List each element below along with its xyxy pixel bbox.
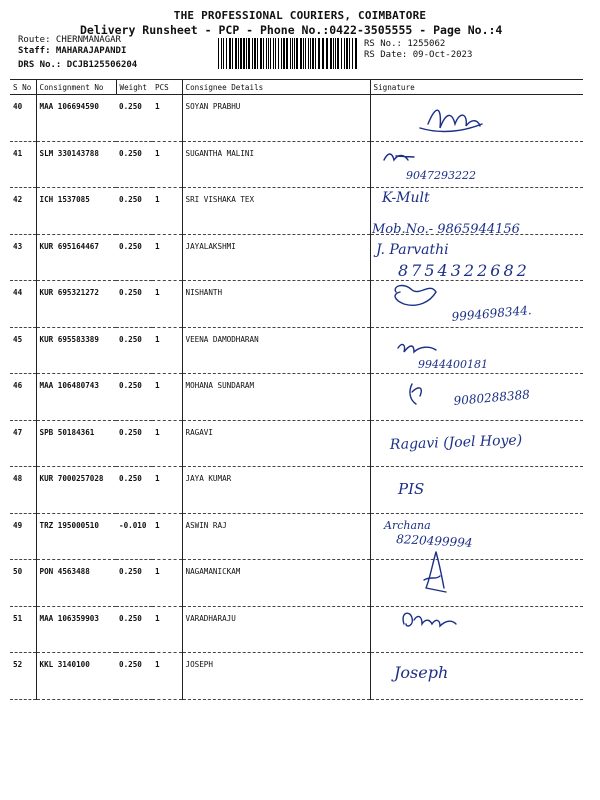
company-name: THE PROFESSIONAL COURIERS, COIMBATORE bbox=[173, 9, 427, 22]
barcode-bar bbox=[263, 38, 264, 69]
barcode-bar bbox=[292, 38, 293, 69]
table-row bbox=[10, 188, 583, 235]
table-row bbox=[10, 327, 583, 374]
table-row bbox=[10, 141, 583, 188]
cell-weight: 0.250 bbox=[116, 327, 152, 374]
barcode-bar bbox=[246, 38, 247, 69]
table-row bbox=[10, 560, 583, 607]
barcode-bar bbox=[341, 38, 342, 69]
route-label: Route: CHERNMANAGAR bbox=[18, 35, 121, 45]
barcode-bar bbox=[252, 38, 253, 69]
cell-consignee: JAYA KUMAR bbox=[182, 467, 370, 514]
cell-consignee: JAYALAKSHMI bbox=[182, 234, 370, 281]
handwriting-row42-mob: Mob.No.- 9865944156 bbox=[372, 222, 520, 237]
cell-sno: 41 bbox=[10, 141, 36, 188]
drs-label: DRS No.: DCJB125506204 bbox=[18, 60, 138, 70]
table-row bbox=[10, 420, 583, 467]
cell-consignment: KUR 695321272 bbox=[36, 281, 116, 328]
barcode-bar bbox=[330, 38, 332, 69]
cell-weight: -0.010 bbox=[116, 513, 152, 560]
cell-consignee: VARADHARAJU bbox=[182, 606, 370, 653]
cell-consignee: SRI VISHAKA TEX bbox=[182, 188, 370, 235]
handwriting-row49-name: Archana bbox=[384, 519, 431, 532]
cell-pcs: 1 bbox=[152, 467, 182, 514]
cell-sno: 47 bbox=[10, 420, 36, 467]
cell-signature bbox=[370, 560, 583, 607]
cell-sno: 43 bbox=[10, 234, 36, 281]
barcode-bar bbox=[346, 38, 348, 69]
barcode-bar bbox=[226, 38, 227, 69]
barcode-bar bbox=[257, 38, 258, 69]
barcode-bar bbox=[268, 38, 269, 69]
cell-pcs: 1 bbox=[152, 141, 182, 188]
cell-signature bbox=[370, 653, 583, 700]
rs-date-label: RS Date: 09-Oct-2023 bbox=[364, 50, 473, 60]
cell-weight: 0.250 bbox=[116, 606, 152, 653]
cell-weight: 0.250 bbox=[116, 281, 152, 328]
handwriting-row52-name: Joseph bbox=[394, 663, 449, 682]
barcode-bar bbox=[315, 38, 316, 69]
barcode-bar bbox=[243, 38, 245, 69]
handwriting-row47-name: Ragavi (Joel Hoye) bbox=[389, 432, 523, 453]
barcode-bar bbox=[221, 38, 222, 69]
runsheet-title: Delivery Runsheet - PCP - Phone No.:0422-3505555 - Page No.:4 bbox=[80, 23, 503, 37]
handwriting-row48-initials: PIS bbox=[398, 480, 425, 498]
cell-sno: 40 bbox=[10, 95, 36, 142]
handwriting-row41-phone: 9047293222 bbox=[406, 169, 476, 182]
barcode-bar bbox=[254, 38, 256, 69]
cell-consignee: VEENA DAMODHARAN bbox=[182, 327, 370, 374]
cell-consignment: SLM 330143788 bbox=[36, 141, 116, 188]
cell-sno: 48 bbox=[10, 467, 36, 514]
barcode-bar bbox=[223, 38, 224, 69]
cell-signature bbox=[370, 467, 583, 514]
cell-consignee: MOHANA SUNDARAM bbox=[182, 374, 370, 421]
barcode-bar bbox=[235, 38, 237, 69]
cell-consignee: RAGAVI bbox=[182, 420, 370, 467]
barcode-bar bbox=[270, 38, 271, 69]
cell-pcs: 1 bbox=[152, 95, 182, 142]
barcode-bar bbox=[260, 38, 262, 69]
cell-consignment: KKL 3140100 bbox=[36, 653, 116, 700]
barcode-bar bbox=[283, 38, 285, 69]
cell-consignee: NAGAMANICKAM bbox=[182, 560, 370, 607]
barcode-bar bbox=[281, 38, 282, 69]
cell-consignment: MAA 106480743 bbox=[36, 374, 116, 421]
handwriting-row45-phone: 9944400181 bbox=[418, 358, 488, 371]
cell-sno: 42 bbox=[10, 188, 36, 235]
cell-signature bbox=[370, 281, 583, 328]
barcode-bar bbox=[326, 38, 328, 69]
table-row bbox=[10, 467, 583, 514]
col-header-signature: Signature bbox=[370, 80, 583, 95]
cell-consignment: TRZ 195000510 bbox=[36, 513, 116, 560]
col-header-consignment: Consignment No bbox=[36, 80, 116, 95]
cell-signature bbox=[370, 513, 583, 560]
cell-consignment: SPB 50184361 bbox=[36, 420, 116, 467]
barcode-bar bbox=[322, 38, 324, 69]
cell-sno: 46 bbox=[10, 374, 36, 421]
cell-weight: 0.250 bbox=[116, 653, 152, 700]
cell-weight: 0.250 bbox=[116, 374, 152, 421]
cell-sno: 45 bbox=[10, 327, 36, 374]
cell-pcs: 1 bbox=[152, 420, 182, 467]
cell-weight: 0.250 bbox=[116, 141, 152, 188]
barcode-bar bbox=[352, 38, 353, 69]
handwriting-row43-name: J. Parvathi bbox=[376, 242, 449, 258]
cell-sno: 49 bbox=[10, 513, 36, 560]
handwriting-row43-phone: 8754322682 bbox=[398, 261, 530, 280]
barcode-bar bbox=[310, 38, 311, 69]
table-row bbox=[10, 234, 583, 281]
barcode-bar bbox=[318, 38, 320, 69]
barcode-bar bbox=[290, 38, 291, 69]
cell-consignment: MAA 106694590 bbox=[36, 95, 116, 142]
cell-consignee: NISHANTH bbox=[182, 281, 370, 328]
cell-consignment: ICH 1537085 bbox=[36, 188, 116, 235]
cell-pcs: 1 bbox=[152, 327, 182, 374]
table-row bbox=[10, 606, 583, 653]
handwriting-row46-phone: 9080288388 bbox=[453, 387, 531, 408]
barcode-bar bbox=[275, 38, 276, 69]
cell-consignment: KUR 695583389 bbox=[36, 327, 116, 374]
cell-consignment: KUR 7000257028 bbox=[36, 467, 116, 514]
barcode-bar bbox=[238, 38, 239, 69]
runsheet-table bbox=[10, 79, 583, 700]
cell-weight: 0.250 bbox=[116, 420, 152, 467]
barcode-bar bbox=[218, 38, 219, 69]
cell-pcs: 1 bbox=[152, 188, 182, 235]
cell-signature bbox=[370, 95, 583, 142]
col-header-pcs: PCS bbox=[152, 80, 182, 95]
cell-signature bbox=[370, 606, 583, 653]
handwriting-row44-phone: 9994698344. bbox=[451, 303, 533, 324]
col-header-weight: Weight bbox=[116, 80, 152, 95]
cell-pcs: 1 bbox=[152, 374, 182, 421]
cell-sno: 51 bbox=[10, 606, 36, 653]
cell-sno: 52 bbox=[10, 653, 36, 700]
barcode-bar bbox=[303, 38, 304, 69]
barcode bbox=[216, 38, 358, 69]
col-header-consignee: Consignee Details bbox=[182, 80, 370, 95]
cell-signature bbox=[370, 420, 583, 467]
rs-no-label: RS No.: 1255062 bbox=[364, 39, 446, 49]
cell-pcs: 1 bbox=[152, 606, 182, 653]
cell-consignee: SOYAN PRABHU bbox=[182, 95, 370, 142]
table-row bbox=[10, 653, 583, 700]
cell-sno: 44 bbox=[10, 281, 36, 328]
table-row bbox=[10, 513, 583, 560]
cell-consignment: MAA 106359903 bbox=[36, 606, 116, 653]
barcode-bar bbox=[273, 38, 274, 69]
barcode-bar bbox=[337, 38, 339, 69]
barcode-bar bbox=[349, 38, 350, 69]
cell-signature bbox=[370, 188, 583, 235]
barcode-bar bbox=[333, 38, 334, 69]
handwriting-row49-phone: 8220499994 bbox=[395, 532, 473, 550]
barcode-bar bbox=[278, 38, 279, 69]
table-row bbox=[10, 374, 583, 421]
barcode-bar bbox=[344, 38, 345, 69]
cell-pcs: 1 bbox=[152, 281, 182, 328]
cell-pcs: 1 bbox=[152, 653, 182, 700]
cell-signature bbox=[370, 374, 583, 421]
barcode-bar bbox=[232, 38, 233, 69]
cell-weight: 0.250 bbox=[116, 95, 152, 142]
cell-pcs: 1 bbox=[152, 513, 182, 560]
cell-weight: 0.250 bbox=[116, 560, 152, 607]
cell-weight: 0.250 bbox=[116, 188, 152, 235]
barcode-bar bbox=[355, 38, 357, 69]
barcode-bar bbox=[300, 38, 302, 69]
barcode-bar bbox=[240, 38, 242, 69]
barcode-bar bbox=[294, 38, 295, 69]
handwriting-row42-name: K-Mult bbox=[382, 190, 430, 206]
cell-pcs: 1 bbox=[152, 234, 182, 281]
cell-weight: 0.250 bbox=[116, 234, 152, 281]
barcode-bar bbox=[312, 38, 314, 69]
cell-consignee: ASWIN RAJ bbox=[182, 513, 370, 560]
barcode-bar bbox=[229, 38, 231, 69]
cell-consignee: SUGANTHA MALINI bbox=[182, 141, 370, 188]
cell-weight: 0.250 bbox=[116, 467, 152, 514]
cell-consignment: KUR 695164467 bbox=[36, 234, 116, 281]
barcode-bar bbox=[286, 38, 288, 69]
barcode-bar bbox=[305, 38, 306, 69]
cell-consignee: JOSEPH bbox=[182, 653, 370, 700]
cell-signature bbox=[370, 141, 583, 188]
barcode-bar bbox=[335, 38, 336, 69]
col-header-sno: S No bbox=[10, 80, 36, 95]
cell-signature bbox=[370, 327, 583, 374]
cell-signature bbox=[370, 234, 583, 281]
staff-label: Staff: MAHARAJAPANDI bbox=[18, 46, 127, 56]
barcode-bar bbox=[266, 38, 267, 69]
table-header-row bbox=[10, 80, 583, 95]
barcode-bar bbox=[308, 38, 309, 69]
barcode-bar bbox=[296, 38, 298, 69]
barcode-bar bbox=[248, 38, 250, 69]
cell-sno: 50 bbox=[10, 560, 36, 607]
table-row bbox=[10, 281, 583, 328]
table-row bbox=[10, 95, 583, 142]
cell-pcs: 1 bbox=[152, 560, 182, 607]
cell-consignment: PON 4563488 bbox=[36, 560, 116, 607]
